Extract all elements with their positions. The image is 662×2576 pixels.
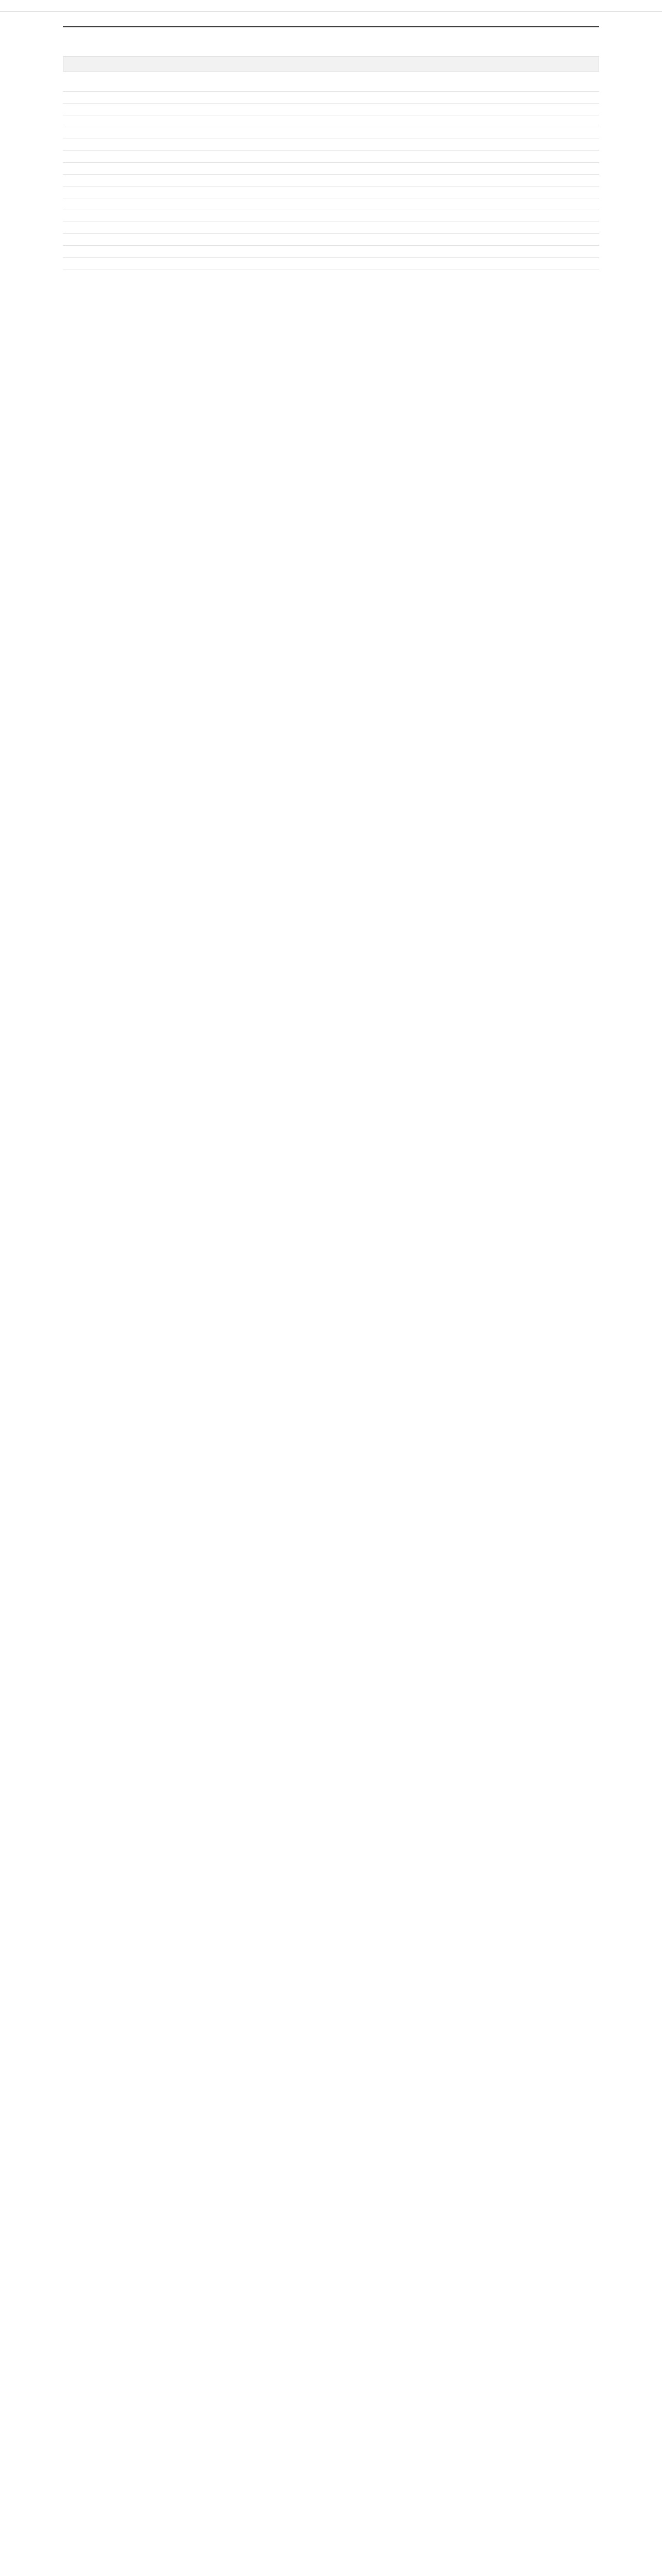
- post: [63, 198, 599, 210]
- post-date-id: [65, 225, 597, 228]
- post-date-id: [65, 130, 597, 133]
- post-date-id: [65, 118, 597, 122]
- post: [63, 246, 599, 258]
- thread-title: [63, 12, 599, 27]
- top-bar: [0, 0, 662, 12]
- post-date-id: [65, 261, 597, 264]
- post: [63, 151, 599, 163]
- post-date-id: [65, 166, 597, 169]
- post: [63, 92, 599, 104]
- post: [63, 127, 599, 139]
- post-date-id: [65, 95, 597, 98]
- post-date-id: [65, 213, 597, 216]
- post: [63, 222, 599, 234]
- post-date-id: [65, 107, 597, 110]
- post-date-id: [65, 201, 597, 205]
- post-date-id: [65, 178, 597, 181]
- post-date-id: [65, 249, 597, 252]
- post-date-id: [65, 83, 597, 86]
- post: [63, 234, 599, 246]
- post: [63, 258, 599, 269]
- post: [63, 139, 599, 151]
- post-date-id: [65, 190, 597, 193]
- post: [63, 187, 599, 198]
- post-date-id: [65, 237, 597, 240]
- post: [63, 210, 599, 222]
- thread-full-notice: [63, 56, 599, 72]
- post: [63, 115, 599, 127]
- post-date-id: [65, 142, 597, 145]
- post: [63, 163, 599, 175]
- post: [63, 175, 599, 187]
- post: [63, 104, 599, 115]
- thread-page: [63, 12, 599, 269]
- thread-nav: [63, 27, 599, 56]
- post-date-id: [65, 154, 597, 157]
- post-list: [63, 80, 599, 269]
- post: [63, 80, 599, 92]
